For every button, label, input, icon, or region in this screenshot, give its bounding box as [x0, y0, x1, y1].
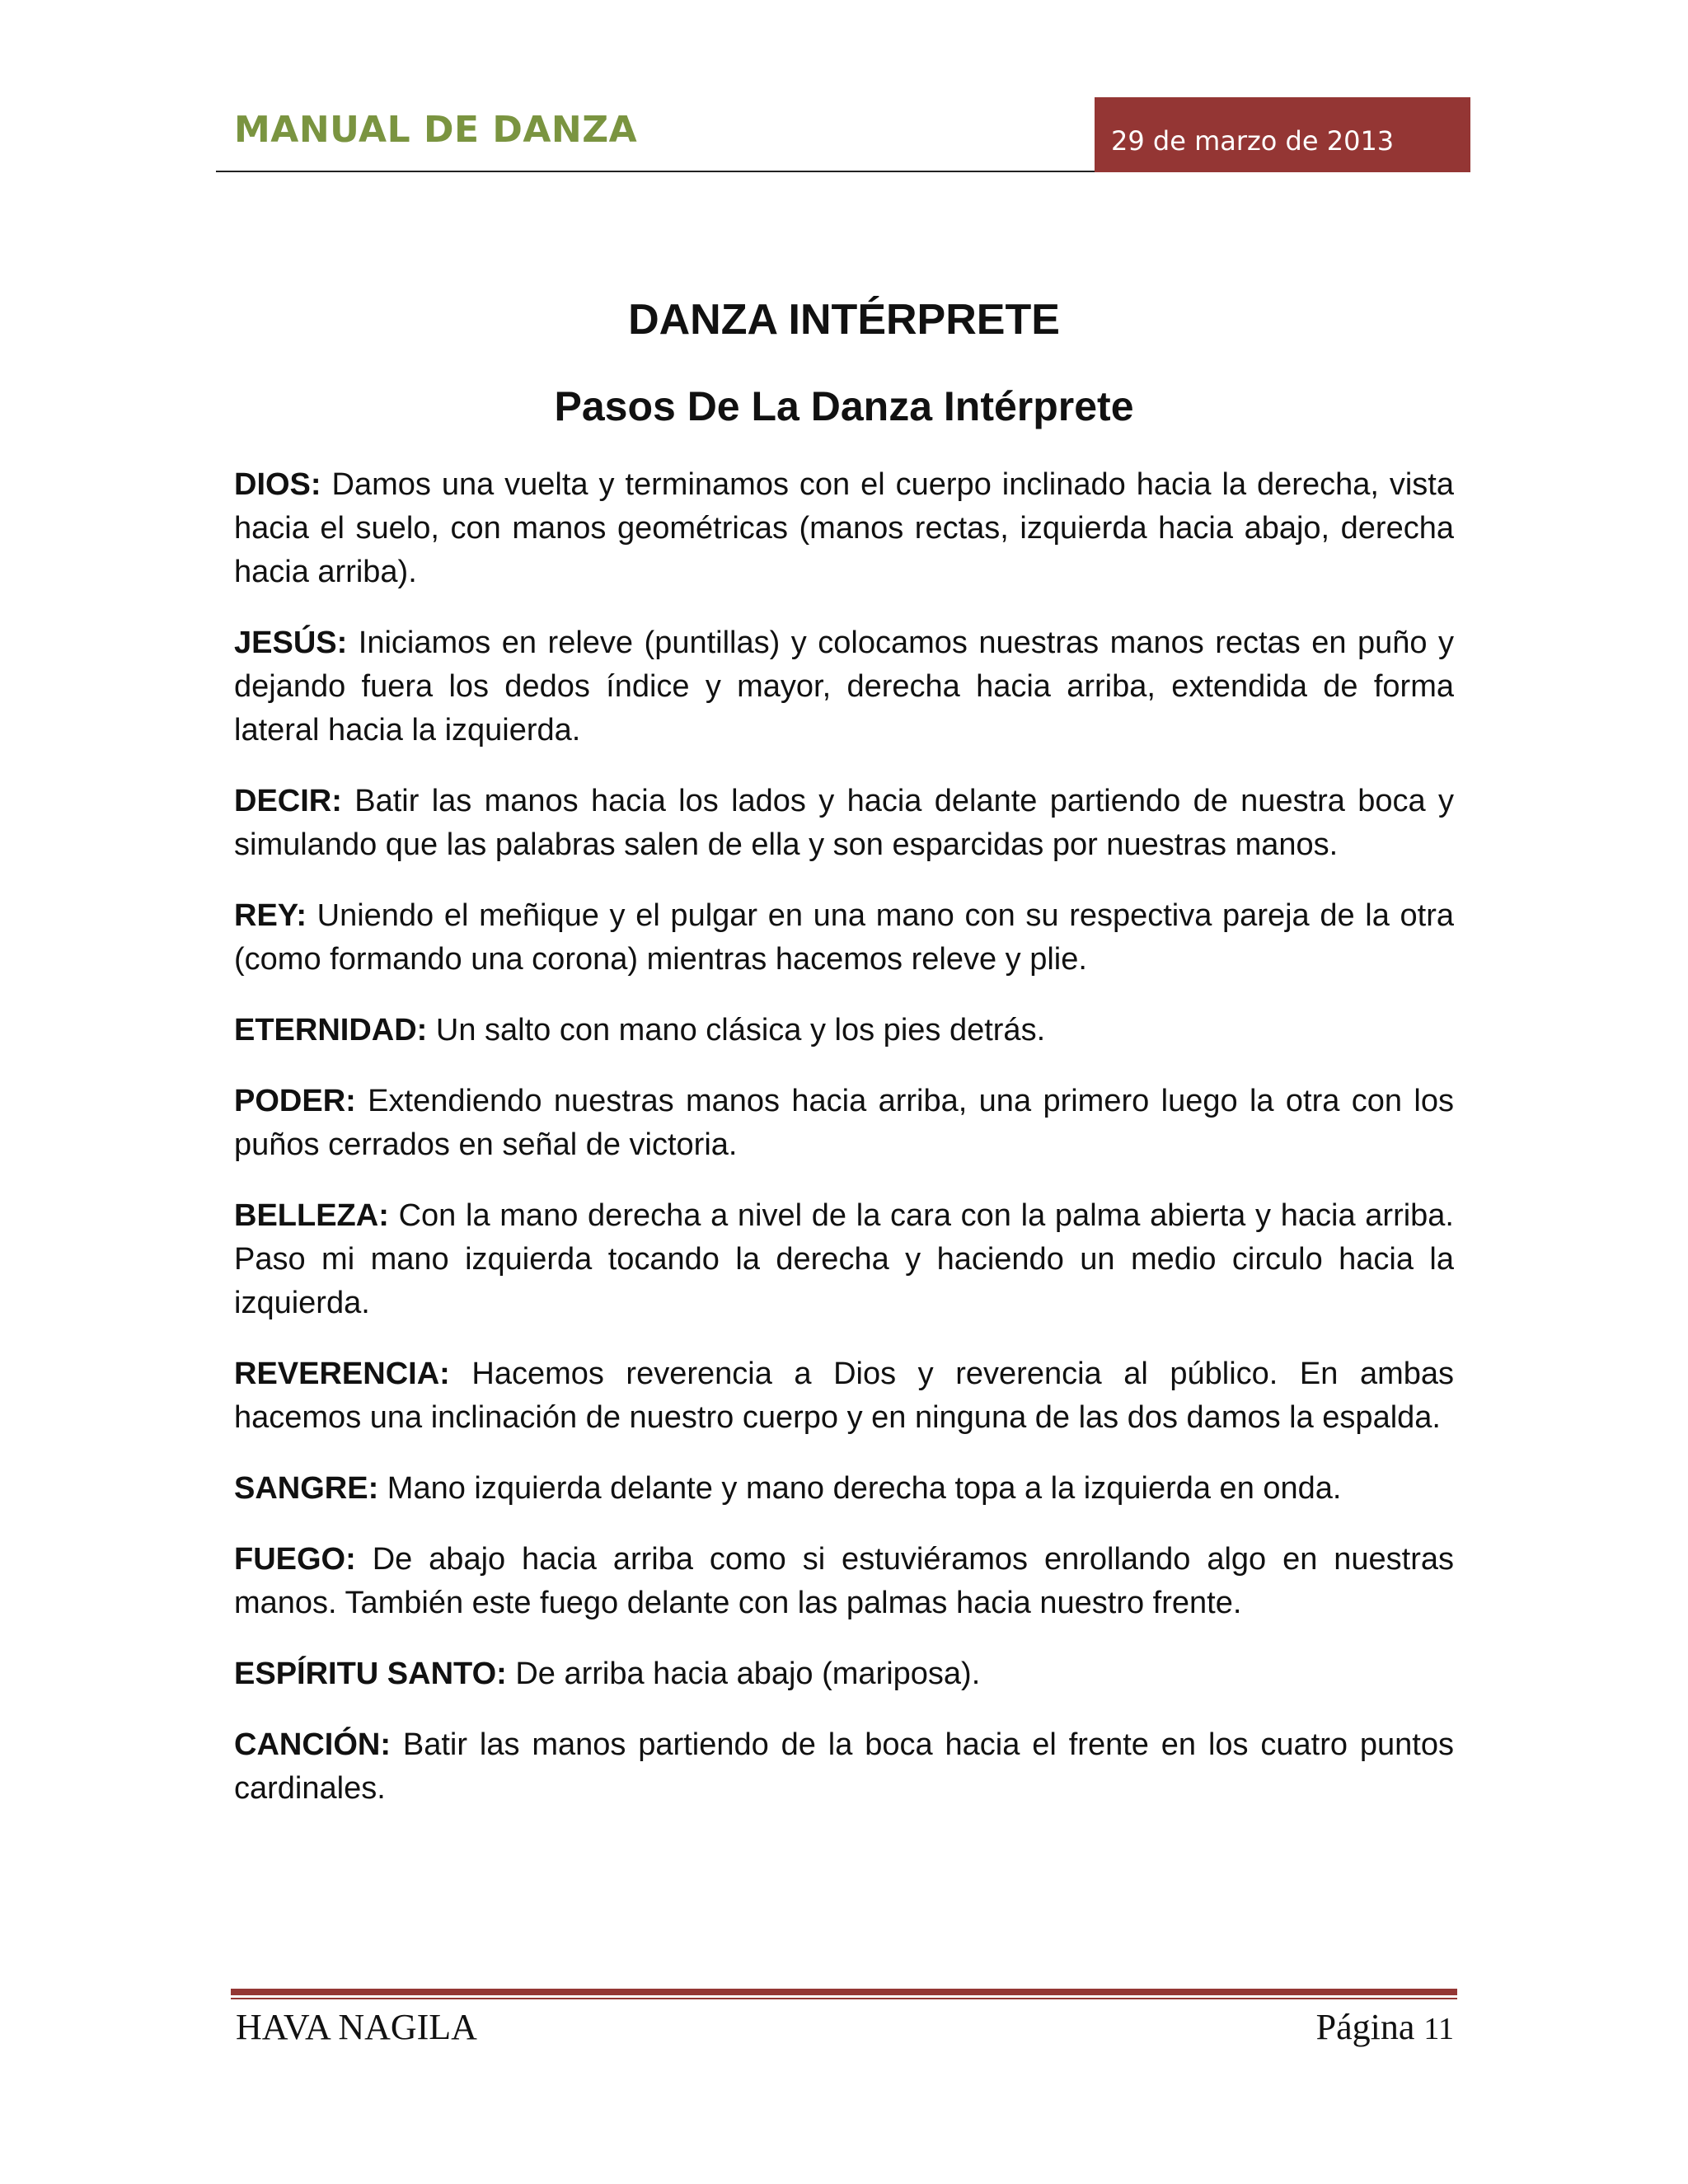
step-description: Un salto con mano clásica y los pies detrás. [427, 1013, 1046, 1047]
step-entry-eternidad [234, 1009, 1454, 1052]
header-date: 29 de marzo de 2013 [1111, 125, 1395, 157]
step-entry-dios [234, 463, 1454, 594]
header-title: MANUAL DE DANZA [234, 109, 638, 151]
step-term: BELLEZA: [234, 1198, 389, 1233]
footer-page-label: Página [1315, 2007, 1415, 2047]
step-entry-belleza [234, 1194, 1454, 1325]
step-term: CANCIÓN: [234, 1727, 391, 1762]
dance-steps-list [234, 463, 1454, 1838]
footer-page-number: 11 [1423, 2012, 1454, 2046]
step-term: FUEGO: [234, 1542, 356, 1577]
step-description: Con la mano derecha a nivel de la cara con la palma abierta y hacia arriba. Paso mi mano izquierda tocando la derecha y haciendo un medio circulo hacia la izquierda. [234, 1198, 1454, 1320]
step-description: Uniendo el meñique y el pulgar en una mano con su respectiva pareja de la otra (como formando una corona) mientras hacemos releve y plie. [234, 898, 1454, 977]
step-description: Mano izquierda delante y mano derecha topa a la izquierda en onda. [378, 1471, 1342, 1506]
step-entry-rey [234, 894, 1454, 982]
step-term: DECIR: [234, 784, 342, 818]
page-subtitle: Pasos De La Danza Intérprete [554, 383, 1134, 429]
step-term: JESÚS: [234, 626, 348, 660]
step-description: De abajo hacia arriba como si estuviéramos enrollando algo en nuestras manos. También este fuego delante con las palmas hacia nuestro frente. [234, 1542, 1454, 1620]
step-entry-jesus [234, 621, 1454, 752]
step-term: REVERENCIA: [234, 1357, 450, 1391]
footer-divider-thin [231, 1998, 1457, 1999]
header-divider [216, 171, 1095, 172]
step-description: Batir las manos hacia los lados y hacia delante partiendo de nuestra boca y simulando que las palabras salen de ella y son esparcidas por nuestras manos. [234, 784, 1454, 862]
step-entry-reverencia [234, 1352, 1454, 1440]
step-description: Hacemos reverencia a Dios y reverencia al público. En ambas hacemos una inclinación de nuestro cuerpo y en ninguna de las dos damos la espalda. [234, 1357, 1454, 1435]
page-title: DANZA INTÉRPRETE [628, 296, 1060, 344]
step-description: Batir las manos partiendo de la boca hacia el frente en los cuatro puntos cardinales. [234, 1727, 1454, 1806]
step-term: REY: [234, 898, 307, 933]
step-description: De arriba hacia abajo (mariposa). [506, 1657, 981, 1691]
step-term: DIOS: [234, 467, 321, 502]
step-term: SANGRE: [234, 1471, 379, 1506]
footer-doc-name: HAVA NAGILA [236, 2007, 477, 2047]
step-term: ESPÍRITU SANTO: [234, 1657, 507, 1691]
step-entry-poder [234, 1080, 1454, 1167]
footer-divider-thick [231, 1989, 1457, 1995]
step-entry-cancion [234, 1723, 1454, 1811]
step-entry-decir [234, 780, 1454, 867]
footer-page-indicator [1316, 2006, 1454, 2048]
step-term: PODER: [234, 1084, 356, 1118]
step-term: ETERNIDAD: [234, 1013, 428, 1047]
step-entry-sangre [234, 1467, 1454, 1511]
step-description: Extendiendo nuestras manos hacia arriba, una primero luego la otra con los puños cerrados en señal de victoria. [234, 1084, 1454, 1162]
step-entry-espiritu-santo [234, 1652, 1454, 1696]
header-date-box [1095, 97, 1470, 172]
step-description: Damos una vuelta y terminamos con el cuerpo inclinado hacia la derecha, vista hacia el suelo, con manos geométricas (manos rectas, izquierda hacia abajo, derecha hacia arriba). [234, 467, 1454, 589]
step-description: Iniciamos en releve (puntillas) y colocamos nuestras manos rectas en puño y dejando fuera los dedos índice y mayor, derecha hacia arriba, extendida de forma lateral hacia la izquierda. [234, 626, 1454, 748]
step-entry-fuego [234, 1538, 1454, 1625]
